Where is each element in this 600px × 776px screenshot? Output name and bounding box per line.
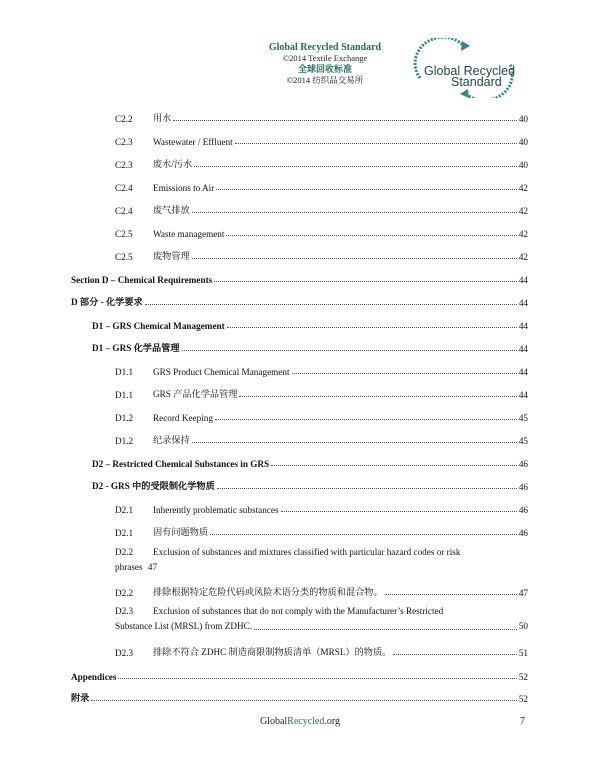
toc-subsection-entry[interactable] (92, 317, 528, 331)
toc-page: 40 (518, 137, 528, 147)
toc-entry[interactable] (115, 644, 528, 658)
toc-leader (214, 281, 517, 282)
toc-title: GRS 产品化学品管理 (153, 389, 238, 399)
toc-leader (226, 235, 516, 236)
toc-entry[interactable] (115, 110, 528, 124)
toc-title: D1 – GRS 化学品管理 (92, 343, 180, 353)
toc-leader (292, 373, 517, 374)
toc-number: D2.3 (115, 606, 134, 616)
toc-title-line2: Substance List (MRSL) from ZDHC. (115, 621, 253, 631)
toc-entry[interactable] (115, 432, 528, 446)
toc-number: D2.2 (115, 588, 134, 598)
toc-leader (215, 419, 517, 420)
toc-entry[interactable] (115, 524, 528, 538)
toc-page: 47 (147, 562, 158, 572)
toc-leader (239, 396, 516, 397)
toc-title: Record Keeping (153, 413, 213, 423)
toc-page: 45 (518, 436, 528, 446)
toc-page: 44 (518, 298, 528, 308)
logo-text-line1: Global Recycled (424, 64, 516, 78)
header-copyright: ©2014 Textile Exchange (282, 53, 368, 63)
toc-number: C2.4 (115, 183, 133, 193)
toc-number: D1.2 (115, 413, 134, 423)
toc-leader (192, 212, 517, 213)
toc-entry[interactable] (115, 179, 528, 193)
footer-site-post: .org (324, 716, 341, 727)
toc-leader (192, 442, 517, 443)
toc-page: 46 (518, 459, 528, 469)
toc-section-entry[interactable] (71, 294, 528, 308)
toc-section-entry[interactable] (71, 668, 528, 682)
page-number: 7 (520, 716, 525, 727)
toc-title: 废物管理 (153, 251, 190, 261)
toc-page: 50 (518, 621, 528, 631)
toc-title: Inherently problematic substances (153, 505, 279, 515)
toc-title: D2 – Restricted Chemical Substances in GRS (92, 459, 270, 469)
toc-page: 46 (518, 482, 528, 492)
footer-site-pre: Global (259, 716, 288, 727)
toc-page: 44 (518, 367, 528, 377)
toc-page: 40 (518, 114, 528, 124)
toc-entry[interactable] (115, 501, 528, 515)
toc-title: 纪录保持 (153, 435, 190, 445)
toc-title: Wastewater / Effluent (153, 137, 233, 147)
toc-leader (254, 629, 517, 630)
header-title-zh: 全球回收标准 (297, 64, 352, 74)
toc-subsection-entry[interactable] (92, 478, 528, 492)
toc-title: 固有问题物质 (153, 527, 209, 537)
toc-page: 46 (518, 528, 528, 538)
toc-page: 42 (518, 183, 528, 193)
toc-title: 废气排放 (153, 205, 190, 215)
toc-page: 46 (518, 505, 528, 515)
toc-page: 45 (518, 413, 528, 423)
toc-page: 42 (518, 229, 528, 239)
toc-leader (217, 488, 517, 489)
toc-page: 52 (518, 694, 528, 704)
toc-leader (235, 143, 517, 144)
toc-page: 42 (518, 206, 528, 216)
toc-entry[interactable] (115, 133, 528, 147)
toc-leader (182, 350, 517, 351)
toc-page: 44 (518, 275, 528, 285)
toc-entry[interactable] (115, 248, 528, 262)
toc-title: 附录 (71, 693, 90, 703)
toc-number: D1.2 (115, 436, 134, 446)
toc-title: 排除不符合 ZDHC 制造商限制物质清单（MRSL）的物质。 (153, 647, 392, 657)
toc-leader (118, 678, 516, 679)
toc-number: D2.1 (115, 505, 134, 515)
toc-entry-multiline[interactable] (115, 604, 528, 634)
logo-text-line2: Standard (451, 75, 502, 89)
grs-logo (402, 38, 522, 98)
footer-website[interactable] (0, 716, 600, 727)
toc-title-line1: Exclusion of substances that do not comply with the Manufacturer’s Restricted (153, 606, 444, 616)
toc-leader (173, 120, 516, 121)
toc-entry[interactable] (115, 156, 528, 170)
toc-title: Waste management (153, 229, 225, 239)
toc-number: D2.3 (115, 648, 134, 658)
toc-title: 用水 (153, 113, 172, 123)
toc-section-entry[interactable] (71, 690, 528, 704)
toc-title: D 部分 - 化学要求 (71, 297, 143, 307)
toc-page: 40 (518, 160, 528, 170)
toc-leader (192, 258, 517, 259)
toc-title: D2 - GRS 中的受限制化学物质 (92, 481, 215, 491)
toc-leader (227, 327, 517, 328)
toc-number: D1.1 (115, 390, 134, 400)
toc-title-line2: phrases (115, 562, 143, 572)
toc-leader (210, 534, 517, 535)
toc-leader (385, 594, 517, 595)
toc-page: 52 (518, 672, 528, 682)
toc-leader (271, 465, 517, 466)
toc-leader (216, 189, 517, 190)
toc-page: 42 (518, 252, 528, 262)
toc-title: D1 – GRS Chemical Management (92, 321, 225, 331)
toc-leader (194, 166, 517, 167)
footer-site-highlight: Recycled (287, 716, 325, 727)
toc-entry[interactable] (115, 202, 528, 216)
toc-number: D2.2 (115, 547, 134, 557)
toc-number: C2.3 (115, 160, 133, 170)
toc-leader (393, 654, 516, 655)
toc-section-entry[interactable] (71, 271, 528, 285)
toc-page: 47 (518, 588, 528, 598)
toc-entry[interactable] (115, 409, 528, 423)
toc-entry-multiline[interactable] (115, 545, 528, 575)
toc-subsection-entry[interactable] (92, 455, 528, 469)
toc-number: C2.2 (115, 114, 133, 124)
toc-page: 51 (518, 648, 528, 658)
toc-number: C2.3 (115, 137, 133, 147)
toc-leader (281, 511, 517, 512)
toc-number: D2.1 (115, 528, 134, 538)
toc-entry[interactable] (115, 386, 528, 400)
toc-title: 废水/污水 (153, 159, 193, 169)
toc-leader (145, 304, 517, 305)
toc-page: 44 (518, 321, 528, 331)
toc-leader (91, 700, 516, 701)
toc-entry[interactable] (115, 363, 528, 377)
toc-number: C2.5 (115, 252, 133, 262)
toc-title: 排除根据特定危险代码或风险术语分类的物质和混合物。 (153, 587, 383, 597)
toc-title-line1: Exclusion of substances and mixtures classified with particular hazard codes or risk (153, 547, 461, 557)
header-title: Global Recycled Standard (268, 42, 382, 53)
toc-entry[interactable] (115, 584, 528, 598)
toc-number: C2.4 (115, 206, 133, 216)
toc-page: 44 (518, 344, 528, 354)
header-copyright-zh: ©2014 纺织品交易所 (286, 75, 364, 85)
toc-title: Section D – Chemical Requirements (71, 275, 213, 285)
toc-subsection-entry[interactable] (92, 340, 528, 354)
toc-entry[interactable] (115, 225, 528, 239)
toc-title: Appendices (71, 672, 117, 682)
toc-title: Emissions to Air (153, 183, 215, 193)
toc-page: 44 (518, 390, 528, 400)
toc-title: GRS Product Chemical Management (153, 367, 290, 377)
toc-number: D1.1 (115, 367, 134, 377)
toc-number: C2.5 (115, 229, 133, 239)
